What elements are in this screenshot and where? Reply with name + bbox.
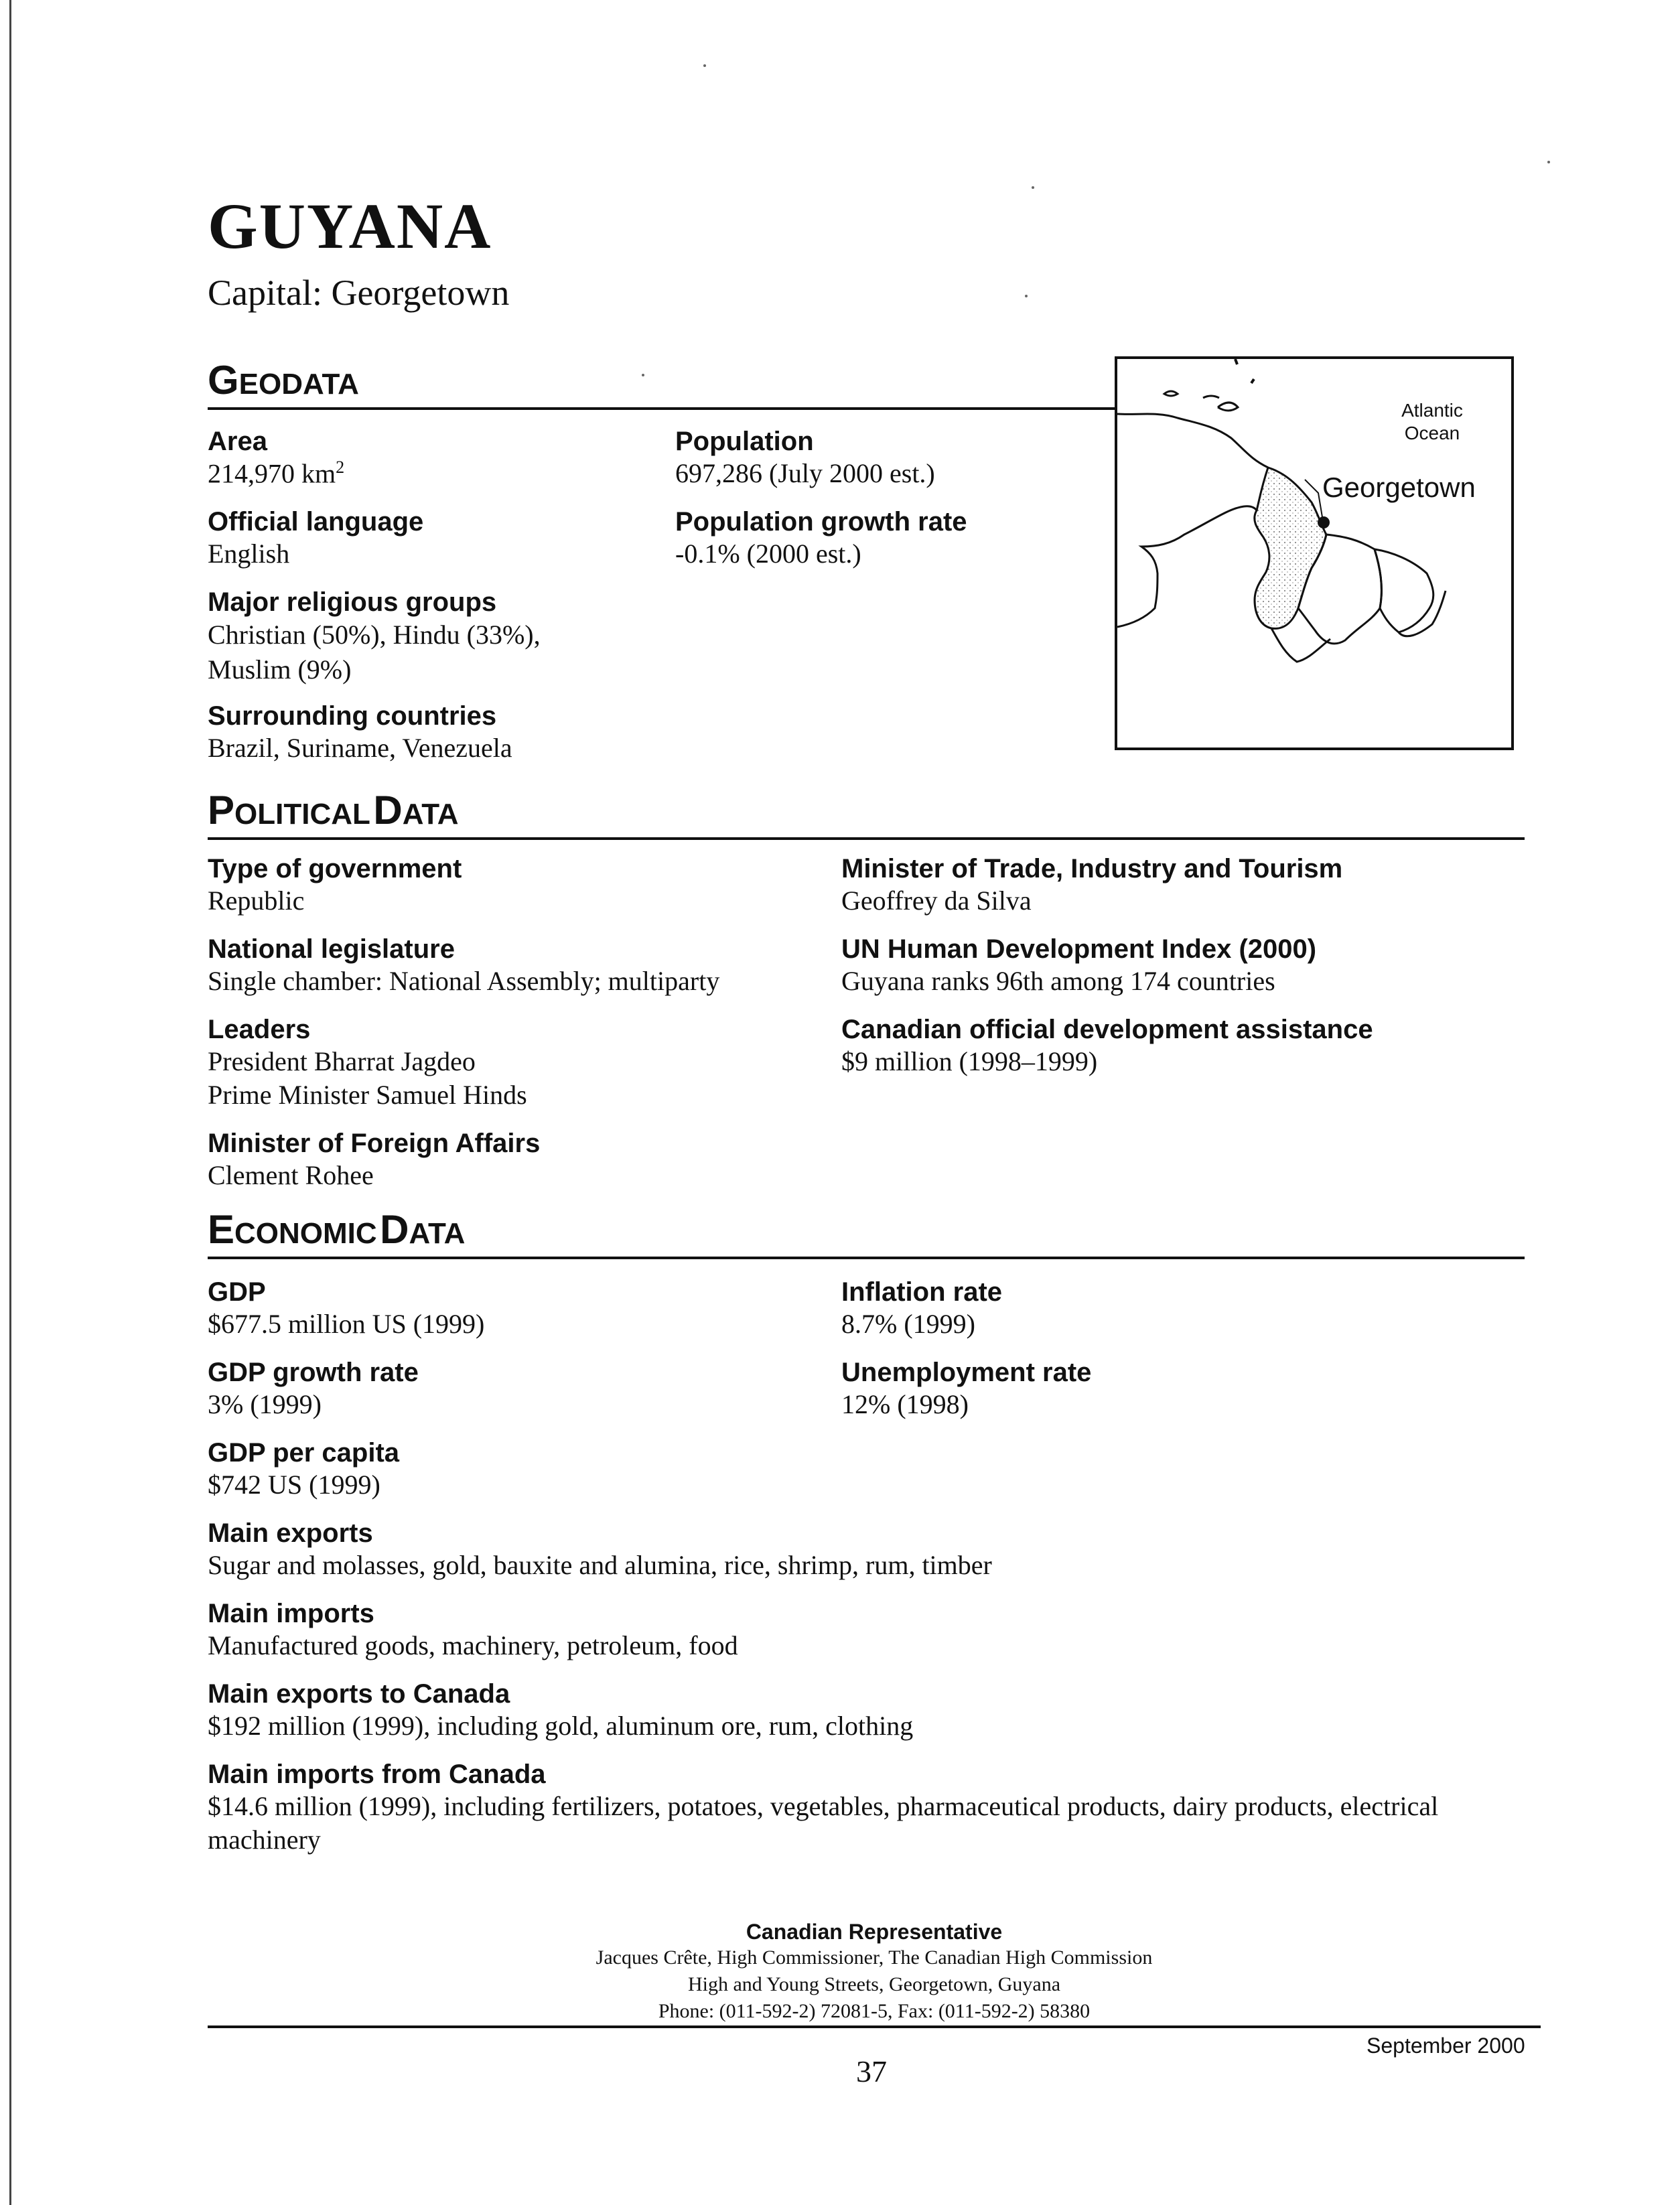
surrounding-field [208, 701, 512, 765]
geodata-rule [208, 407, 1119, 410]
gdp-growth-field [208, 1357, 419, 1421]
imports-canada-label: Main imports from Canada [208, 1760, 546, 1789]
unemployment-label: Unemployment rate [841, 1358, 1092, 1387]
section-heading-political: POLITICAL DATA [208, 788, 459, 833]
government-field [208, 853, 462, 918]
language-label: Official language [208, 507, 424, 537]
page-number: 37 [856, 2054, 887, 2088]
scan-speck [1032, 186, 1034, 189]
foreign-minister-field [208, 1128, 540, 1192]
oda-label: Canadian official development assistance [841, 1015, 1373, 1044]
representative-title: Canadian Representative [746, 1920, 1003, 1944]
leaders-label: Leaders [208, 1015, 311, 1044]
scan-speck [1025, 295, 1028, 297]
representative-line-1: Jacques Crête, High Commissioner, The Canadian High Commission [596, 1946, 1153, 1969]
oda-field [841, 1014, 1373, 1078]
section-heading-economic: ECONOMIC DATA [208, 1207, 466, 1252]
main-exports-value: Sugar and molasses, gold, bauxite and alumina, rice, shrimp, rum, timber [208, 1550, 992, 1580]
binder-edge-line [9, 0, 11, 2205]
legislature-value: Single chamber: National Assembly; multiparty [208, 966, 720, 996]
main-imports-field [208, 1598, 738, 1662]
population-growth-label: Population growth rate [675, 507, 967, 537]
exports-canada-value: $192 million (1999), including gold, aluminum ore, rum, clothing [208, 1711, 914, 1741]
leaders-field [208, 1014, 527, 1112]
area-field [208, 426, 344, 490]
map-city-label: Georgetown [1322, 472, 1476, 503]
leader-prime-minister: Prime Minister Samuel Hinds [208, 1080, 527, 1110]
main-imports-label: Main imports [208, 1599, 374, 1628]
scan-speck [1547, 161, 1550, 163]
gdp-per-capita-label: GDP per capita [208, 1438, 400, 1468]
language-field [208, 506, 423, 571]
religion-value: Christian (50%), Hindu (33%), Muslim (9%) [208, 620, 541, 685]
hdi-value: Guyana ranks 96th among 174 countries [841, 966, 1275, 996]
population-field [675, 426, 935, 490]
government-label: Type of government [208, 854, 462, 883]
foreign-minister-label: Minister of Foreign Affairs [208, 1129, 541, 1158]
exports-canada-field [208, 1679, 913, 1743]
map-ocean-label: Atlantic Ocean [1401, 400, 1463, 443]
economic-rule [208, 1257, 1525, 1259]
hdi-field [841, 934, 1316, 998]
population-growth-field [675, 506, 967, 571]
inflation-field [841, 1277, 1002, 1341]
gdp-value: $677.5 million US (1999) [208, 1309, 485, 1339]
population-growth-value: -0.1% (2000 est.) [675, 539, 861, 569]
government-value: Republic [208, 885, 305, 916]
imports-canada-field [208, 1759, 1467, 1857]
language-value: English [208, 539, 290, 569]
scan-speck [703, 64, 706, 67]
legislature-label: National legislature [208, 934, 455, 964]
unemployment-value: 12% (1998) [841, 1389, 969, 1419]
area-label: Area [208, 427, 267, 456]
locator-map [1115, 356, 1514, 750]
gdp-growth-label: GDP growth rate [208, 1358, 419, 1387]
trade-minister-field [841, 853, 1342, 918]
political-rule [208, 837, 1525, 840]
trade-minister-value: Geoffrey da Silva [841, 885, 1032, 916]
gdp-label: GDP [208, 1277, 266, 1307]
representative-line-3: Phone: (011-592-2) 72081-5, Fax: (011-592-2) 58380 [658, 2000, 1091, 2022]
population-label: Population [675, 427, 814, 456]
main-imports-value: Manufactured goods, machinery, petroleum, food [208, 1630, 738, 1660]
hdi-label: UN Human Development Index (2000) [841, 934, 1317, 964]
inflation-value: 8.7% (1999) [841, 1309, 975, 1339]
surrounding-label: Surrounding countries [208, 701, 497, 731]
footer-date: September 2000 [1367, 2034, 1525, 2058]
trade-minister-label: Minister of Trade, Industry and Tourism [841, 854, 1343, 883]
surrounding-value: Brazil, Suriname, Venezuela [208, 733, 512, 763]
religion-field [208, 587, 623, 687]
representative-line-2: High and Young Streets, Georgetown, Guyana [687, 1973, 1061, 1995]
legislature-field [208, 934, 719, 998]
page-title: GUYANA [208, 190, 492, 262]
exports-canada-label: Main exports to Canada [208, 1679, 510, 1709]
population-value: 697,286 (July 2000 est.) [675, 458, 935, 488]
footer-rule [208, 2025, 1541, 2028]
main-exports-field [208, 1518, 992, 1582]
area-value: 214,970 $km^2$ [208, 457, 345, 489]
religion-label: Major religious groups [208, 587, 497, 617]
imports-canada-value: $14.6 million (1999), including fertilizers, potatoes, vegetables, pharmaceutical products, dairy products, electrical machinery [208, 1791, 1439, 1855]
oda-value: $9 million (1998–1999) [841, 1046, 1098, 1076]
leader-president: President Bharrat Jagdeo [208, 1046, 476, 1076]
gdp-field [208, 1277, 484, 1341]
main-exports-label: Main exports [208, 1518, 373, 1548]
inflation-label: Inflation rate [841, 1277, 1003, 1307]
foreign-minister-value: Clement Rohee [208, 1160, 374, 1190]
capital-subtitle: Capital: Georgetown [208, 273, 510, 313]
gdp-per-capita-value: $742 US (1999) [208, 1470, 380, 1500]
section-heading-geodata: GEODATA [208, 358, 359, 403]
gdp-per-capita-field [208, 1437, 399, 1502]
unemployment-field [841, 1357, 1091, 1421]
scan-speck [642, 374, 644, 376]
gdp-growth-value: 3% (1999) [208, 1389, 322, 1419]
